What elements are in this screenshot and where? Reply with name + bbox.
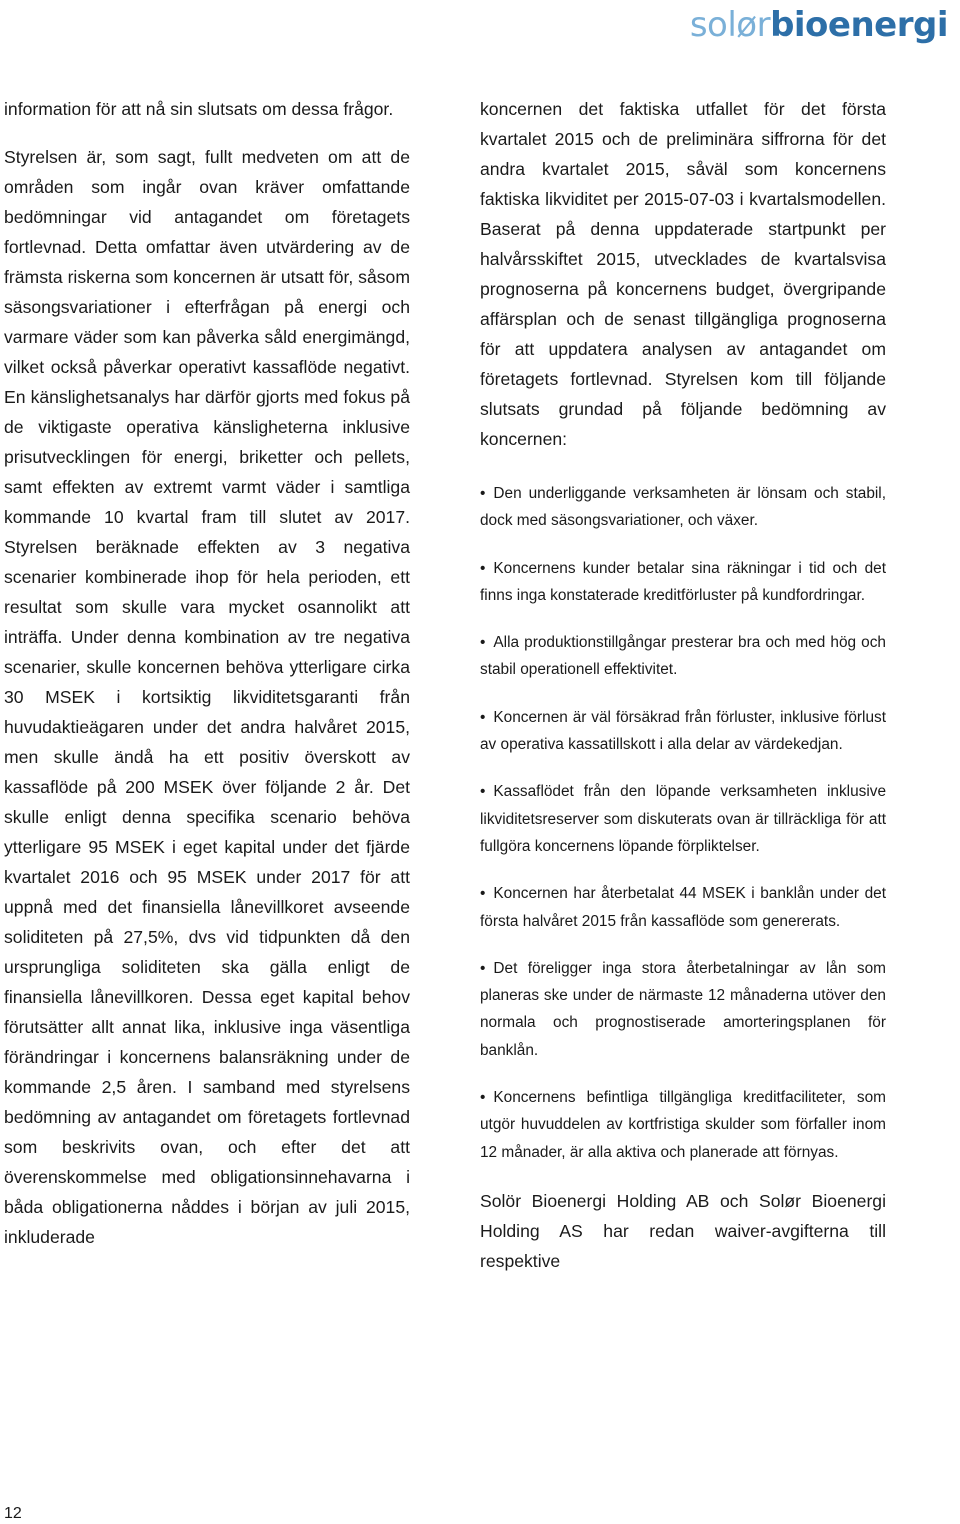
bullet-text: Koncernen har återbetalat 44 MSEK i banklån under det första halvåret 2015 från kassaflöde som genererats. bbox=[480, 885, 886, 930]
page-number: 12 bbox=[4, 1505, 22, 1522]
conclusion-bullet-list bbox=[480, 480, 886, 1166]
bullet-item bbox=[480, 955, 886, 1064]
bullet-text: Kassaflödet från den löpande verksamheten inklusive likviditetsreserver som diskuterats ovan är tillräckliga för att fullgöra koncernens löpande förpliktelser. bbox=[480, 783, 886, 855]
bullet-text: Koncernens befintliga tillgängliga kreditfaciliteter, som utgör huvuddelen av kortfristiga skulder som förfaller inom 12 månader, är alla aktiva och planerade att förnyas. bbox=[480, 1089, 886, 1161]
bullet-item bbox=[480, 480, 886, 535]
bullet-item bbox=[480, 1084, 886, 1166]
bullet-item bbox=[480, 880, 886, 935]
right-intro-paragraph: koncernen det faktiska utfallet för det första kvartalet 2015 och de preliminära siffrorna för det andra kvartalet 2015, såväl som koncernens faktiska likviditet per 2015-07-03 i kvartalsmodellen. Baserat på denna uppdaterade startpunkt per halvårsskiftet 2015, utvecklades de kvartalsvisa prognoserna på koncernens budget, övergripande affärsplan och de senast tillgängliga prognoserna för att uppdatera analysen av antagandet om företagets fortlevnad. Styrelsen kom till följande slutsats grundad på följande bedömning av koncernen: bbox=[480, 99, 886, 449]
bullet-icon: • bbox=[480, 1089, 486, 1107]
right-closing-paragraph: Solör Bioenergi Holding AB och Solør Bioenergi Holding AS har redan waiver-avgifterna till respektive bbox=[480, 1190, 886, 1271]
bullet-text: Det föreligger inga stora återbetalningar av lån som planeras ske under de närmaste 12 månaderna utöver den normala och prognostiserade amorteringsplanen för banklån. bbox=[480, 959, 886, 1059]
company-logo bbox=[689, 5, 948, 45]
bullet-text: Den underliggande verksamheten är lönsam och stabil, dock med säsongsvariationer, och växer. bbox=[480, 485, 886, 530]
bullet-icon: • bbox=[480, 485, 486, 502]
bullet-icon: • bbox=[480, 634, 486, 652]
bullet-icon: • bbox=[480, 885, 486, 903]
right-column bbox=[480, 94, 886, 1276]
bullet-icon: • bbox=[480, 708, 486, 726]
bullet-text: Koncernens kunder betalar sina räkningar i tid och det finns inga konstaterade kreditförluster på kundfordringar. bbox=[480, 559, 886, 604]
bullet-item bbox=[480, 778, 886, 860]
left-paragraph-2: Styrelsen är, som sagt, fullt medveten om att de områden som ingår ovan kräver omfattande bedömningar vid antagandet om företagets fortlevnad. Detta omfattar även utvärdering av de främsta riskerna som koncernen är utsatt för, såsom säsongsvariationer i efterfrågan på energi och varmare väder som kan påverka såld energimängd, vilket också påverkar operativt kassaflöde negativt. En känslighetsanalys har därför gjorts med fokus på de viktigaste operativa känsligheterna inklusive prisutvecklingen för energi, briketter och pellets, samt effekten av extremt varmt väder i samtliga kommande 10 kvartal fram till slutet av 2017. Styrelsen beräknade effekten av 3 negativa scenarier kombinerade ihop för hela perioden, ett resultat som skulle vara mycket osannolikt att inträffa. Under denna kombination av tre negativa scenarier, skulle koncernen behöva ytterligare cirka 30 MSEK i kortsiktig likviditetsgaranti från huvudaktieägaren under det andra halvåret 2015, men skulle ändå ha ett positiv överskott av kassaflöde på 200 MSEK över följande 2 år. Det skulle enligt denna specifika scenario behöva ytterligare 95 MSEK i eget kapital under det fjärde kvartalet 2016 och 95 MSEK under 2017 för att uppnå med det finansiella lånevillkoret avseende soliditeten på 27,5%, dvs vid tidpunkten då den ursprungliga soliditeten ska gälla enligt de finansiella lånevillkoren. Dessa eget kapital behov förutsätter allt annat lika, inklusive inga väsentliga förändringar i koncernens balansräkning under de kommande 2,5 åren. I samband med styrelsens bedömning av antagandet om företagets fortlevnad som beskrivits ovan, och efter det att överenskommelse med obligationsinnehavarna i båda obligationerna nåddes i början av juli 2015, inkluderade bbox=[4, 147, 410, 1247]
bullet-item bbox=[480, 555, 886, 610]
bullet-item bbox=[480, 629, 886, 684]
bullet-item bbox=[480, 704, 886, 759]
left-paragraph-1: information för att nå sin slutsats om dessa frågor. bbox=[4, 99, 394, 119]
left-column bbox=[4, 94, 410, 1270]
bullet-text: Koncernen är väl försäkrad från förluster, inklusive förlust av operativa kassatillskott i alla delar av värdekedjan. bbox=[480, 708, 886, 754]
bullet-icon: • bbox=[480, 559, 486, 577]
logo-text-part2: bioenergi bbox=[770, 5, 948, 45]
bullet-text: Alla produktionstillgångar presterar bra och med hög och stabil operationell effektivitet. bbox=[480, 634, 886, 679]
logo-text-part1: solør bbox=[689, 5, 771, 45]
bullet-icon: • bbox=[480, 959, 486, 977]
bullet-icon: • bbox=[480, 783, 486, 801]
